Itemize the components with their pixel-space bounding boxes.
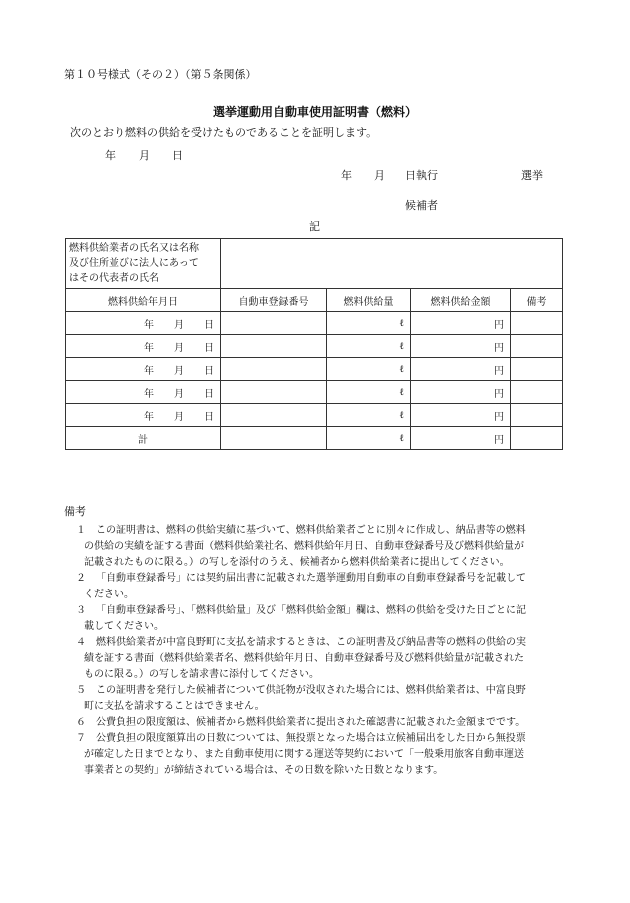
total-label: 計: [66, 427, 221, 450]
registration-cell[interactable]: [221, 381, 327, 404]
table-row: [66, 335, 563, 358]
note-number: ２: [76, 573, 86, 584]
table-row: [66, 381, 563, 404]
supplier-label-line: 及び住所並びに法人にあって: [69, 258, 199, 269]
registration-cell[interactable]: [221, 335, 327, 358]
volume-cell[interactable]: [327, 381, 411, 404]
volume-cell[interactable]: [327, 335, 411, 358]
supply-date-cell[interactable]: [66, 381, 221, 404]
supplier-value[interactable]: [221, 239, 563, 289]
yen-unit: 円: [494, 434, 504, 446]
supply-date-cell[interactable]: [66, 404, 221, 427]
yen-unit: 円: [494, 388, 504, 400]
supplier-label-line: はその代表者の氏名: [69, 273, 159, 284]
amount-cell[interactable]: [411, 404, 511, 427]
row-year: 年: [144, 388, 154, 400]
supply-date-cell[interactable]: [66, 335, 221, 358]
supply-date-cell[interactable]: [66, 358, 221, 381]
amount-cell[interactable]: [411, 312, 511, 335]
note-line: の供給の実績を証する書面（燃料供給業社名、燃料供給年月日、自動車登録番号及び燃料供給量が: [84, 541, 524, 552]
note-line: この証明書は、燃料の供給実績に基づいて、燃料供給業者ごとに別々に作成し、納品書等の燃料: [96, 525, 526, 536]
volume-cell[interactable]: [327, 358, 411, 381]
registration-cell[interactable]: [221, 404, 327, 427]
note-number: １: [76, 525, 86, 536]
table-row: [66, 312, 563, 335]
volume-cell[interactable]: [327, 312, 411, 335]
candidate-label: 候補者: [405, 199, 438, 212]
note-line: 町に支払を請求することはできません。: [84, 701, 265, 712]
note-number: ６: [76, 717, 86, 728]
remarks-cell[interactable]: [511, 335, 563, 358]
liter-unit: ℓ: [399, 363, 404, 375]
col-header-remarks: 備考: [511, 289, 563, 312]
col-header-registration: 自動車登録番号: [221, 289, 327, 312]
yen-unit: 円: [494, 411, 504, 423]
document-title: 選挙運動用自動車使用証明書（燃料）: [212, 105, 417, 119]
intro-text: 次のとおり燃料の供給を受けたものであることを証明します。: [70, 126, 378, 139]
note-line: 「自動車登録番号」、「燃料供給量」及び「燃料供給金額」欄は、燃料の供給を受けた日ごとに記: [96, 605, 526, 616]
row-day: 日: [204, 319, 214, 331]
election-day-exec: 日執行: [405, 169, 438, 182]
remarks-cell[interactable]: [511, 404, 563, 427]
yen-unit: 円: [494, 365, 504, 377]
note-line: 事業者との契約」が締結されている場合は、その日数を除いた日数となります。: [84, 765, 444, 776]
note-line: 記載されたものに限る。）の写しを添付のうえ、候補者から燃料供給業者に提出してください。: [84, 557, 510, 568]
ki-label: 記: [309, 220, 320, 233]
note-line: 燃料供給業者が中富良野町に支払を請求するときは、この証明書及び納品書等の燃料の供給の実: [96, 637, 526, 648]
form-number: 第１０号様式（その２）（第５条関係）: [64, 68, 257, 81]
total-volume-cell[interactable]: [327, 427, 411, 450]
row-month: 月: [174, 342, 184, 354]
row-day: 日: [204, 342, 214, 354]
row-day: 日: [204, 388, 214, 400]
note-line: ものに限る。）の写しを請求書に添付してください。: [84, 669, 319, 680]
cert-date-month: 月: [139, 149, 150, 162]
total-registration-cell: [221, 427, 327, 450]
note-number: ３: [76, 605, 86, 616]
liter-unit: ℓ: [399, 432, 404, 444]
note-line: 公費負担の限度額算出の日数については、無投票となった場合は立候補届出をした日から無投票: [96, 733, 526, 744]
registration-cell[interactable]: [221, 358, 327, 381]
cert-date-day: 日: [172, 149, 183, 162]
remarks-cell[interactable]: [511, 358, 563, 381]
yen-unit: 円: [494, 319, 504, 331]
header-row: [66, 289, 563, 312]
cert-date-year: 年: [105, 149, 116, 162]
note-line: 績を証する書面（燃料供給業者名、燃料供給年月日、自動車登録番号及び燃料供給量が記載された: [84, 653, 524, 664]
note-line: 載してください。: [84, 621, 164, 632]
row-day: 日: [204, 411, 214, 423]
amount-cell[interactable]: [411, 381, 511, 404]
amount-cell[interactable]: [411, 358, 511, 381]
remarks-cell[interactable]: [511, 312, 563, 335]
certificate-table: [65, 238, 563, 450]
row-year: 年: [144, 365, 154, 377]
note-line: この証明書を発行した候補者について供託物が没収された場合には、燃料供給業者は、中富良野: [96, 685, 526, 696]
liter-unit: ℓ: [399, 340, 404, 352]
note-number: ４: [76, 637, 86, 648]
registration-cell[interactable]: [221, 312, 327, 335]
election-month: 月: [374, 169, 385, 182]
row-month: 月: [174, 388, 184, 400]
col-header-amount: 燃料供給金額: [411, 289, 511, 312]
note-line: 公費負担の限度額は、候補者から燃料供給業者に提出された確認書に記載された金額までです。: [96, 717, 526, 728]
table-row: [66, 358, 563, 381]
notes-title: 備考: [64, 505, 86, 518]
total-amount-cell[interactable]: [411, 427, 511, 450]
liter-unit: ℓ: [399, 317, 404, 329]
supplier-label: [66, 239, 221, 289]
yen-unit: 円: [494, 342, 504, 354]
supply-date-cell[interactable]: [66, 312, 221, 335]
note-line: 「自動車登録番号」には契約届出書に記載された選挙運動用自動車の自動車登録番号を記載して: [96, 573, 526, 584]
row-year: 年: [144, 319, 154, 331]
supplier-row: [66, 239, 563, 289]
total-row: [66, 427, 563, 450]
note-line: ください。: [84, 589, 134, 600]
row-month: 月: [174, 365, 184, 377]
remarks-cell[interactable]: [511, 381, 563, 404]
note-line: が確定した日までとなり、また自動車使用に関する運送等契約において「一般乗用旅客自動車運送: [84, 749, 524, 760]
election-year: 年: [341, 169, 352, 182]
table-row: [66, 404, 563, 427]
col-header-volume: 燃料供給量: [327, 289, 411, 312]
col-header-date: 燃料供給年月日: [66, 289, 221, 312]
row-month: 月: [174, 319, 184, 331]
election-name: 選挙: [521, 169, 543, 182]
row-year: 年: [144, 342, 154, 354]
note-number: ７: [76, 733, 86, 744]
row-day: 日: [204, 365, 214, 377]
note-number: ５: [76, 685, 86, 696]
row-month: 月: [174, 411, 184, 423]
amount-cell[interactable]: [411, 335, 511, 358]
supplier-label-line: 燃料供給業者の氏名又は名称: [69, 243, 199, 254]
row-year: 年: [144, 411, 154, 423]
liter-unit: ℓ: [399, 386, 404, 398]
liter-unit: ℓ: [399, 409, 404, 421]
volume-cell[interactable]: [327, 404, 411, 427]
total-remarks-cell: [511, 427, 563, 450]
